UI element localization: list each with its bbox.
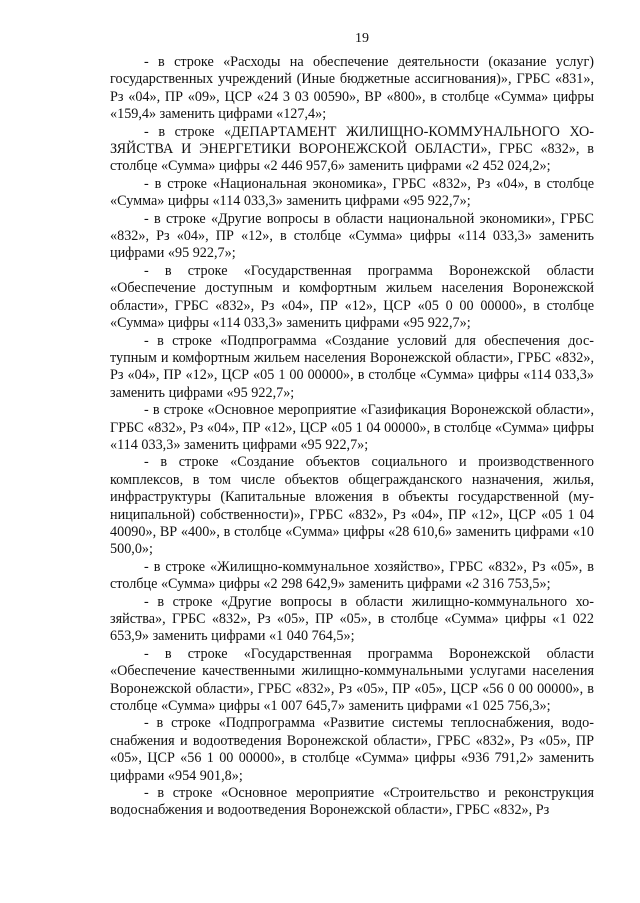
paragraph: - в строке «Государственная программа Воронежской области «Обеспечение доступным и комфортным жильем населения Воронежской области», ГРБС «832», Рз «04», ПР «12», ЦСР «05 0 00 00000», в столбце «Сумма» цифры «114 033,3» заменить цифрами «95 922,7»; (110, 262, 594, 332)
paragraph: - в строке «Основное мероприятие «Строительство и реконструкция водоснабжения и водоотведения Воронежской области», ГРБС «832», Рз (110, 785, 594, 819)
paragraph: - в строке «Государственная программа Воронежской области «Обеспечение качественными жилищно-коммунальными услугами населения Воронежской области», ГРБС «832», Рз «05», ПР «05», ЦСР «56 0 00 00000», в столбце «Сумма» цифры «1 007 645,7» заменить цифрами «1 025 756,3»; (110, 645, 594, 715)
paragraph: - в строке «Расходы на обеспечение деятельности (оказание услуг) государственных учреждений (Иные бюджетные ассигнования)», ГРБС «831», Рз «04», ПР «09», ЦСР «24 3 03 00590», ВР «800», в столбце «Сумма» цифры «159,4» заменить цифрами «127,4»; (110, 54, 594, 123)
paragraph: - в строке «Подпрограмма «Развитие системы теплоснабжения, водоснабжения и водоотведения Воронежской области», ГРБС «832», Рз «05», ПР «05», ЦСР «56 1 00 00000», в столбце «Сумма» цифры «936 791,2» заменить цифрами «954 901,8»; (110, 715, 594, 784)
paragraph: - в строке «ДЕПАРТАМЕНТ ЖИЛИЩНО-КОММУНАЛЬНОГО ХОЗЯЙСТВА И ЭНЕРГЕТИКИ ВОРОНЕЖСКОЙ ОБЛАСТИ», ГРБС «832», в столбце «Сумма» цифры «2 446 957,6» заменить цифрами «2 452 024,2»; (110, 123, 594, 175)
paragraph: - в строке «Другие вопросы в области национальной экономики», ГРБС «832», Рз «04», ПР «12», в столбце «Сумма» цифры «114 033,3» заменить цифрами «95 922,7»; (110, 210, 594, 262)
paragraph: - в строке «Жилищно-коммунальное хозяйство», ГРБС «832», Рз «05», в столбце «Сумма» цифры «2 298 642,9» заменить цифрами «2 316 753,5»; (110, 558, 594, 593)
paragraph: - в строке «Подпрограмма «Создание условий для обеспечения доступным и комфортным жильем населения Воронежской области», ГРБС «832», Рз «04», ПР «12», ЦСР «05 1 00 00000», в столбце «Сумма» цифры «114 033,3» заменить цифрами «95 922,7»; (110, 332, 594, 401)
document-body (110, 54, 594, 820)
paragraph: - в строке «Основное мероприятие «Газификация Воронежской области», ГРБС «832», Рз «04», ПР «12», ЦСР «05 1 04 00000», в столбце «Сумма» цифры «114 033,3» заменить цифрами «95 922,7»; (110, 402, 594, 453)
paragraph: - в строке «Другие вопросы в области жилищно-коммунального хозяйства», ГРБС «832», Рз «05», ПР «05», в столбце «Сумма» цифры «1 022 653,9» заменить цифрами «1 040 764,5»; (110, 593, 594, 645)
paragraph: - в строке «Национальная экономика», ГРБС «832», Рз «04», в столбце «Сумма» цифры «114 033,3» заменить цифрами «95 922,7»; (110, 175, 594, 210)
paragraph: - в строке «Создание объектов социального и производственного комплексов, в том числе объектов общегражданского назначения, жилья, инфраструктуры (Капитальные вложения в объекты государственной (муниципальной) собственности)», ГРБС «832», Рз «04», ПР «12», ЦСР «05 1 04 40090», ВР «400», в столбце «Сумма» цифры «28 610,6» заменить цифрами «10 500,0»; (110, 454, 594, 558)
page-number: 19 (355, 31, 369, 46)
